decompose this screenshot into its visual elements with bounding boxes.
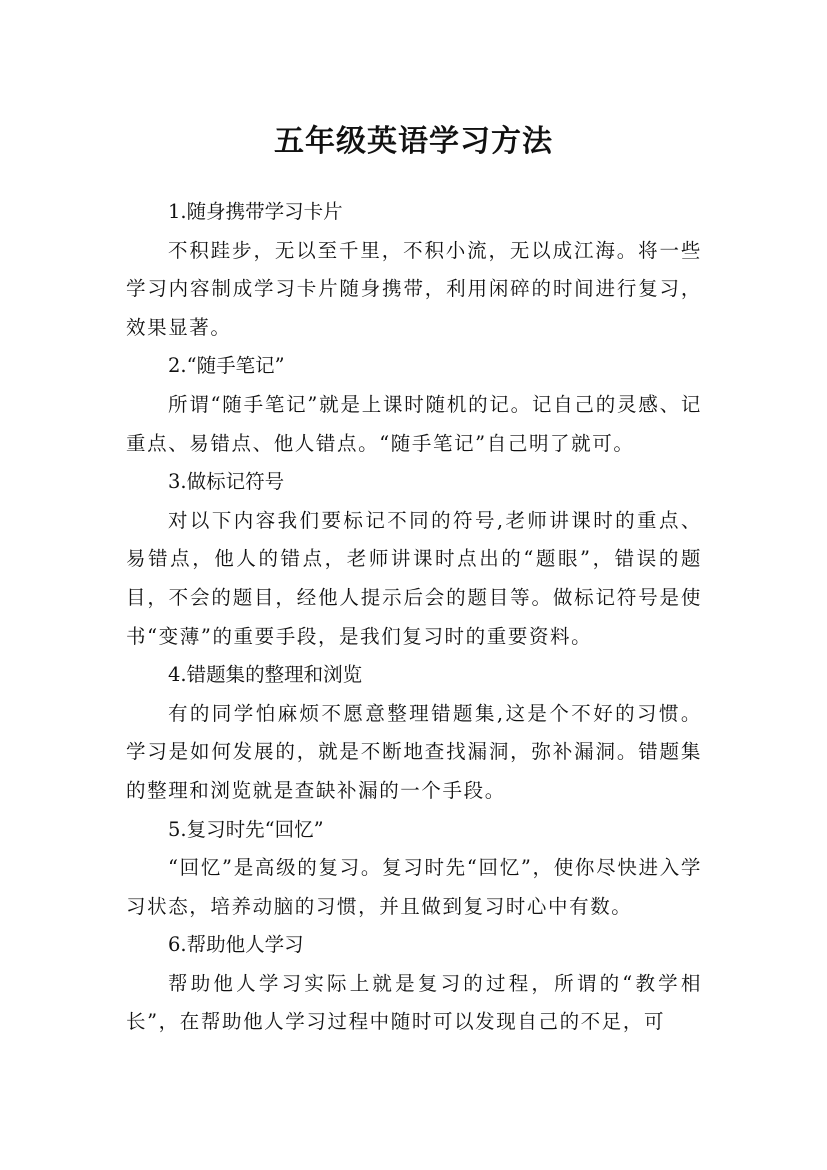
section-paragraph-3: 对以下内容我们要标记不同的符号,老师讲课时的重点、易错点，他人的错点，老师讲课时点出的“题眼”，错误的题目，不会的题目，经他人提示后会的题目等。做标记符号是使书“变薄”的重要手段，是我们复习时的重要资料。 <box>126 508 702 648</box>
section-heading-3: 3.做标记符号 <box>168 470 285 494</box>
section-paragraph-4: 有的同学怕麻烦不愿意整理错题集,这是个不好的习惯。学习是如何发展的，就是不断地查找漏洞，弥补漏洞。错题集的整理和浏览就是查缺补漏的一个手段。 <box>126 701 702 802</box>
section-paragraph-6: 帮助他人学习实际上就是复习的过程，所谓的“教学相长”，在帮助他人学习过程中随时可以发现自己的不足，可 <box>126 971 702 1034</box>
section-paragraph-2: 所谓“随手笔记”就是上课时随机的记。记自己的灵感、记重点、易错点、他人错点。“随手笔记”自己明了就可。 <box>126 392 702 455</box>
page-title: 五年级英语学习方法 <box>274 124 553 160</box>
section-heading-6: 6.帮助他人学习 <box>168 933 304 957</box>
section-paragraph-5: “回忆”是高级的复习。复习时先“回忆”，使你尽快进入学习状态，培养动脑的习惯，并且做到复习时心中有数。 <box>126 856 702 918</box>
section-heading-4: 4.错题集的整理和浏览 <box>168 663 363 687</box>
document-body <box>126 193 702 1042</box>
section-paragraph-1: 不积跬步，无以至千里，不积小流，无以成江海。将一些学习内容制成学习卡片随身携带，利用闲碎的时间进行复习，效果显著。 <box>126 238 702 339</box>
section-heading-1: 1.随身携带学习卡片 <box>168 200 343 223</box>
section-heading-5: 5.复习时先“回忆” <box>168 817 324 841</box>
section-heading-2: 2.“随手笔记” <box>168 354 285 378</box>
